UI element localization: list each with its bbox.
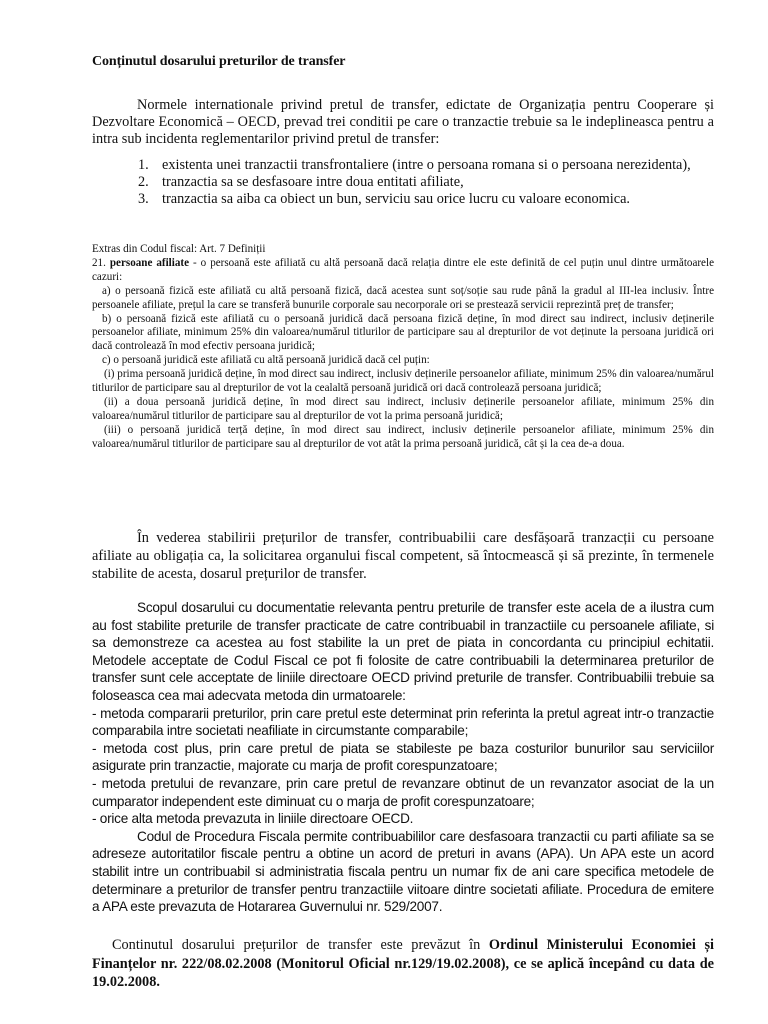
closing-paragraph bbox=[92, 936, 714, 992]
extract-item-number: 21. bbox=[92, 256, 106, 269]
list-item bbox=[138, 157, 714, 174]
obligation-paragraph: În vederea stabilirii prețurilor de transfer, contribuabilii care desfășoară tranzacții cu persoane afiliate au obligația ca, la solicitarea organului fiscal competent, să întocmească și să prezinte, în termenele stabilite de acesta, dosarul prețurilor de transfer. bbox=[92, 530, 714, 582]
extract-case-c-ii: (ii) a doua persoană juridică deține, în mod direct sau indirect, inclusiv deținerile persoanelor afiliate, minimum 25% din valoarea/numărul titlurilor de participare sau al drepturilor de vot la prima persoană juridică; bbox=[92, 395, 714, 422]
list-number: 3. bbox=[138, 191, 149, 208]
method-item: - metoda compararii preturilor, prin care pretul este determinat prin referinta la pretul agreat intr-o tranzactie comparabila intre societati neafiliate in circumstante comparabile; bbox=[92, 705, 714, 739]
extract-definition bbox=[92, 257, 714, 285]
method-item: - orice alta metoda prevazuta in liniile directoare OECD. bbox=[92, 811, 414, 827]
method-item: - metoda pretului de revanzare, prin care pretul de revanzare obtinut de un revanzator asociat de la un cumparator independent este diminuat cu o marja de profit corespunzatoare; bbox=[92, 775, 714, 809]
extract-case-c-iii: (iii) o persoană juridică terță deține, în mod direct sau indirect, inclusiv deținerile persoanelor afiliate, minimum 25% din valoarea/numărul titlurilor de participare sau al drepturilor de vot atât la prima persoană juridică, cât și la cea de-a doua. bbox=[92, 423, 714, 450]
extract-case-c-i: (i) prima persoană juridică deține, în mod direct sau indirect, inclusiv deținerile persoanelor afiliate, minimum 25% din valoarea/numărul titlurilor de participare sau al drepturilor de vot la cealaltă persoană juridică ori dacă controlează persoana juridică; bbox=[92, 368, 714, 395]
list-number: 2. bbox=[138, 174, 149, 191]
extract-case-c: c) o persoană juridică este afiliată cu altă persoană juridică dacă cel puțin: bbox=[102, 354, 430, 367]
list-text: existenta unei tranzactii transfrontaliere (intre o persoana romana si o persoana nerezidenta), bbox=[162, 157, 691, 173]
code-extract bbox=[92, 243, 714, 452]
list-text: tranzactia sa aiba ca obiect un bun, serviciu sau orice lucru cu valoare economica. bbox=[162, 191, 630, 208]
extract-case-b: b) o persoană fizică este afiliată cu o persoană juridică dacă persoana fizică deține, în mod direct sau indirect, inclusiv deținerile persoanelor afiliate, minimum 25% din valoarea/numărul titlurilor de participare sau al drepturilor de vot deținute la persoana juridică ori dacă controlează în mod efectiv persoana juridică; bbox=[92, 312, 714, 353]
extract-case-a: a) o persoană fizică este afiliată cu altă persoană fizică, dacă acestea sunt soț/soție sau rude până la gradul al III-lea inclusiv. Între persoanele afiliate, prețul la care se transferă bunurile corporale sau necorporale ori se prestează servicii reprezintă preț de transfer; bbox=[92, 284, 714, 311]
purpose-section bbox=[92, 599, 714, 916]
apa-paragraph: Codul de Procedura Fiscala permite contribuabililor care desfasoara tranzactii cu parti afiliate sa se adreseze autoritatilor fiscale pentru a obtine un acord de preturi in avans (APA). Un APA este un acord stabilit intre un contribuabil si administratia fiscala pentru un numar fix de ani care specifica metodele de determinare a preturilor de transfer pentru tranzactiile viitoare dintre societati afiliate. Procedura de emitere a APA este prevazuta de Hotararea Guvernului nr. 529/2007. bbox=[92, 828, 714, 915]
list-item bbox=[138, 174, 714, 191]
extract-item-text: - o persoană este afiliată cu altă persoană dacă relația dintre ele este definită de cel puțin unul dintre următoarele cazuri: bbox=[92, 256, 714, 283]
document-title: Conținutul dosarului preturilor de transfer bbox=[92, 54, 346, 69]
list-text: tranzactia sa se desfasoare intre doua entitati afiliate, bbox=[162, 174, 464, 191]
extract-term: persoane afiliate bbox=[109, 256, 190, 269]
closing-text: Continutul dosarului prețurilor de transfer este prevăzut în bbox=[112, 937, 489, 953]
conditions-list bbox=[138, 157, 714, 209]
intro-paragraph: Normele internationale privind pretul de transfer, edictate de Organizația pentru Cooperare și Dezvoltare Economică – OECD, prevad trei conditii pe care o tranzactie trebuie sa le indeplineasca pentru a intra sub incidenta reglementarilor privind pretul de transfer: bbox=[92, 97, 714, 148]
extract-heading: Extras din Codul fiscal: Art. 7 Definiții bbox=[92, 243, 266, 255]
list-number: 1. bbox=[138, 157, 149, 173]
method-item: - metoda cost plus, prin care pretul de piata se stabileste pe baza costurilor bunurilor sau serviciilor asigurate prin tranzactie, majorate cu marja de profit corespunzatoare; bbox=[92, 740, 714, 774]
list-item bbox=[138, 191, 714, 208]
purpose-paragraph: Scopul dosarului cu documentatie relevanta pentru preturile de transfer este acela de a ilustra cum au fost stabilite preturile de transfer practicate de catre contribuabil in tranzactiile cu persoanele afiliate, si sa demonstreze ca acestea au fost stabilite la un pret de piata in concordanta cu principiul echitatii. Metodele acceptate de Codul Fiscal ce pot fi folosite de catre contribuabili la determinarea preturilor de transfer sunt cele acceptate de liniile directoare OECD privind preturile de transfer. Contribuabilii trebuie sa foloseasca cea mai adecvata metoda din urmatoarele: bbox=[92, 600, 714, 703]
closing-bold-reference: Ordinul Ministerului Economiei și Finanțelor nr. 222/08.02.2008 (Monitorul Oficial nr.129/19.02.2008), ce se aplică începând cu data de 19.02.2008. bbox=[92, 937, 714, 991]
